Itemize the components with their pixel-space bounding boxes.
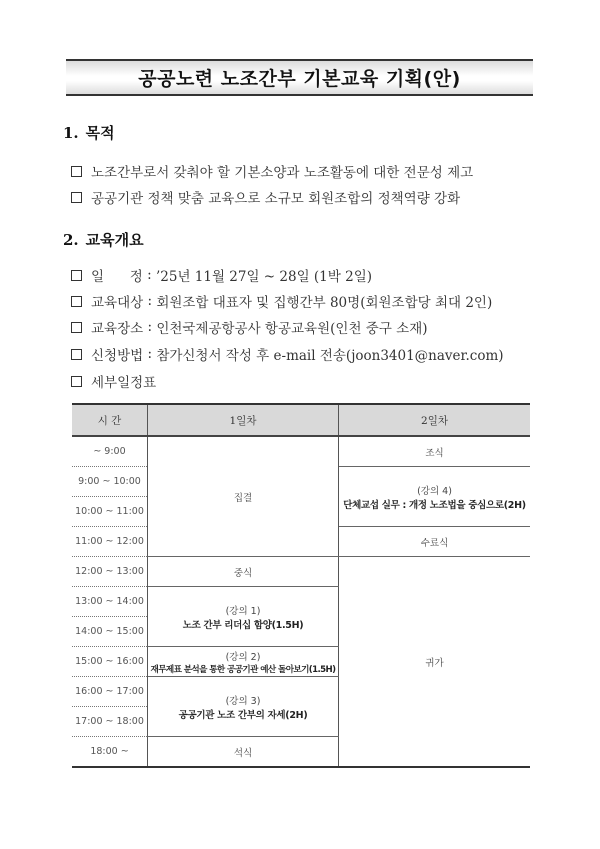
lecture-title: 노조 간부 리더십 함양(1.5H) <box>182 619 304 631</box>
purpose-item <box>71 187 460 207</box>
document-title-box <box>66 59 533 96</box>
table-row <box>72 436 530 467</box>
overview-item-application <box>71 344 504 364</box>
checkbox-square-icon <box>71 296 82 307</box>
overview-value: ’25년 11월 27일 ~ 28일 (1박 2일) <box>155 269 373 285</box>
separator: : <box>142 267 156 283</box>
checkbox-square-icon <box>71 192 82 203</box>
time-slot: 9:00 ~ 10:00 <box>72 467 148 497</box>
section-2-heading <box>63 229 144 250</box>
overview-label: 신청방법 <box>91 348 144 364</box>
day1-gathering: 집결 <box>148 436 339 557</box>
day1-dinner: 석식 <box>148 737 339 768</box>
overview-label: 일 정 <box>91 269 143 285</box>
table-row <box>72 557 530 587</box>
day1-lecture1 <box>148 587 339 647</box>
section-1-title: 목적 <box>85 124 115 142</box>
overview-item-target <box>71 291 492 311</box>
overview-item-location <box>71 317 428 337</box>
checkbox-square-icon <box>71 166 82 177</box>
section-2-title: 교육개요 <box>85 231 144 249</box>
time-slot: 18:00 ~ <box>72 737 148 768</box>
day2-return: 귀가 <box>339 557 531 768</box>
lecture-tag: (강의 3) <box>225 695 261 707</box>
overview-item-detailed-schedule <box>71 371 156 391</box>
time-slot: 10:00 ~ 11:00 <box>72 497 148 527</box>
overview-value: 인천국제공항공사 항공교육원(인천 중구 소재) <box>156 321 428 337</box>
checkbox-square-icon <box>71 322 82 333</box>
section-1-heading <box>63 122 115 143</box>
lecture-tag: (강의 2) <box>225 651 261 663</box>
header-time: 시 간 <box>72 404 148 436</box>
header-day2: 2일차 <box>339 404 531 436</box>
header-day1: 1일차 <box>148 404 339 436</box>
overview-label: 교육장소 <box>91 321 144 337</box>
day1-lunch: 중식 <box>148 557 339 587</box>
section-1-number: 1. <box>63 124 79 142</box>
lecture-title: 단체교섭 실무 : 개정 노조법을 중심으로(2H) <box>343 499 526 511</box>
document-title: 공공노련 노조간부 기본교육 기획(안) <box>138 68 461 90</box>
separator: : <box>143 346 157 362</box>
lecture-title: 공공기관 노조 간부의 자세(2H) <box>178 709 308 721</box>
overview-label: 세부일정표 <box>91 375 157 391</box>
separator: : <box>143 293 157 309</box>
lecture-tag: (강의 1) <box>225 605 261 617</box>
time-slot: 11:00 ~ 12:00 <box>72 527 148 557</box>
overview-item-schedule <box>71 265 372 285</box>
checkbox-square-icon <box>71 349 82 360</box>
day2-lecture4 <box>339 467 531 527</box>
day2-breakfast: 조식 <box>339 436 531 467</box>
time-slot: ~ 9:00 <box>72 436 148 467</box>
time-slot: 16:00 ~ 17:00 <box>72 677 148 707</box>
section-2-number: 2. <box>63 231 79 249</box>
table-header-row <box>72 404 530 436</box>
overview-value: 참가신청서 작성 후 e-mail 전송(joon3401@naver.com) <box>156 348 504 364</box>
overview-value: 회원조합 대표자 및 집행간부 80명(회원조합당 최대 2인) <box>156 295 493 311</box>
day1-lecture2 <box>148 647 339 677</box>
checkbox-square-icon <box>71 270 82 281</box>
day1-lecture3 <box>148 677 339 737</box>
day2-closing: 수료식 <box>339 527 531 557</box>
checkbox-square-icon <box>71 376 82 387</box>
schedule-table <box>72 403 530 768</box>
purpose-text: 노조간부로서 갖춰야 할 기본소양과 노조활동에 대한 전문성 제고 <box>91 165 474 181</box>
time-slot: 14:00 ~ 15:00 <box>72 617 148 647</box>
purpose-text: 공공기관 정책 맞춤 교육으로 소규모 회원조합의 정책역량 강화 <box>91 191 461 207</box>
lecture-tag: (강의 4) <box>417 485 452 497</box>
time-slot: 15:00 ~ 16:00 <box>72 647 148 677</box>
purpose-item <box>71 161 473 181</box>
lecture-title: 재무제표 분석을 통한 공공기관 예산 돌아보기(1.5H) <box>150 664 336 675</box>
overview-label: 교육대상 <box>91 295 144 311</box>
time-slot: 13:00 ~ 14:00 <box>72 587 148 617</box>
separator: : <box>143 319 157 335</box>
time-slot: 12:00 ~ 13:00 <box>72 557 148 587</box>
time-slot: 17:00 ~ 18:00 <box>72 707 148 737</box>
